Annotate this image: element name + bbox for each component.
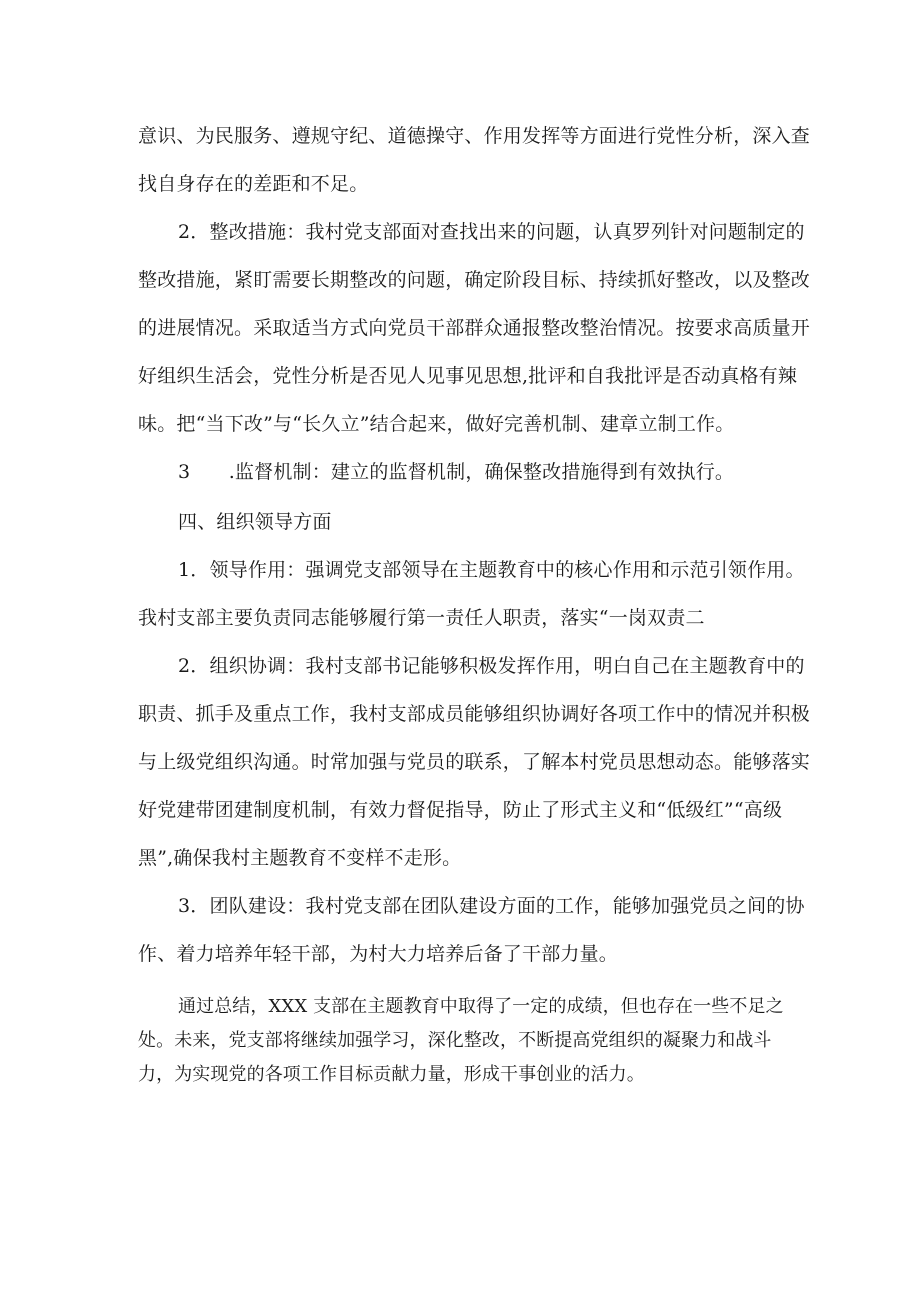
section-heading: 四、组织领导方面 [178,511,332,533]
text-line: 我村支部主要负责同志能够履行第一责任人职责，落实“一岗双责二 [138,607,705,629]
text-line: 处。未来，党支部将继续加强学习，深化整改，不断提高党组织的凝聚力和战斗 [138,1030,772,1051]
text-line: 黑”,确保我村主题教育不变样不走形。 [138,847,462,869]
text-line: 职责、抓手及重点工作，我村支部成员能够组织协调好各项工作中的情况并积极 [138,703,811,725]
closing-paragraph: 通过总结，XXX 支部在主题教育中取得了一定的成绩，但也存在一些不足之 [178,996,784,1017]
item-2-coordination: 2．组织协调：我村支部书记能够积极发挥作用，明白自己在主题教育中的 [178,655,805,677]
text-line: 的进展情况。采取适当方式向党员干部群众通报整改整治情况。按要求高质量开 [138,317,811,339]
text-line: 好组织生活会，党性分析是否见人见事见思想,批评和自我批评是否动真格有辣 [138,365,798,387]
text-line: 找自身存在的差距和不足。 [138,173,369,195]
text-line: 作、着力培养年轻干部，为村大力培养后备了干部力量。 [138,943,619,965]
text-line: 力，为实现党的各项工作目标贡献力量，形成干事创业的活力。 [138,1064,645,1085]
text-line: 与上级党组织沟通。时常加强与党员的联系，了解本村党员思想动态。能够落实 [138,751,811,773]
item-1-leadership: 1．领导作用：强调党支部领导在主题教育中的核心作用和示范引领作用。 [178,559,805,581]
text-line: 意识、为民服务、遵规守纪、道德操守、作用发挥等方面进行党性分析，深入查 [138,125,811,147]
item-2-rectification: 2．整改措施：我村党支部面对查找出来的问题，认真罗列针对问题制定的 [178,221,805,243]
item-3-team-building: 3．团队建设：我村党支部在团队建设方面的工作，能够加强党员之间的协 [178,895,805,917]
text-line: 好党建带团建制度机制，有效力督促指导，防止了形式主义和“低级红”“高级 [138,799,783,821]
text-line: 整改措施，紧盯需要长期整改的问题，确定阶段目标、持续抓好整改，以及整改 [138,269,811,291]
item-3-supervision: 3 .监督机制：建立的监督机制，确保整改措施得到有效执行。 [178,461,735,483]
text-line: 味。把“当下改”与“长久立”结合起来，做好完善机制、建章立制工作。 [138,413,735,435]
